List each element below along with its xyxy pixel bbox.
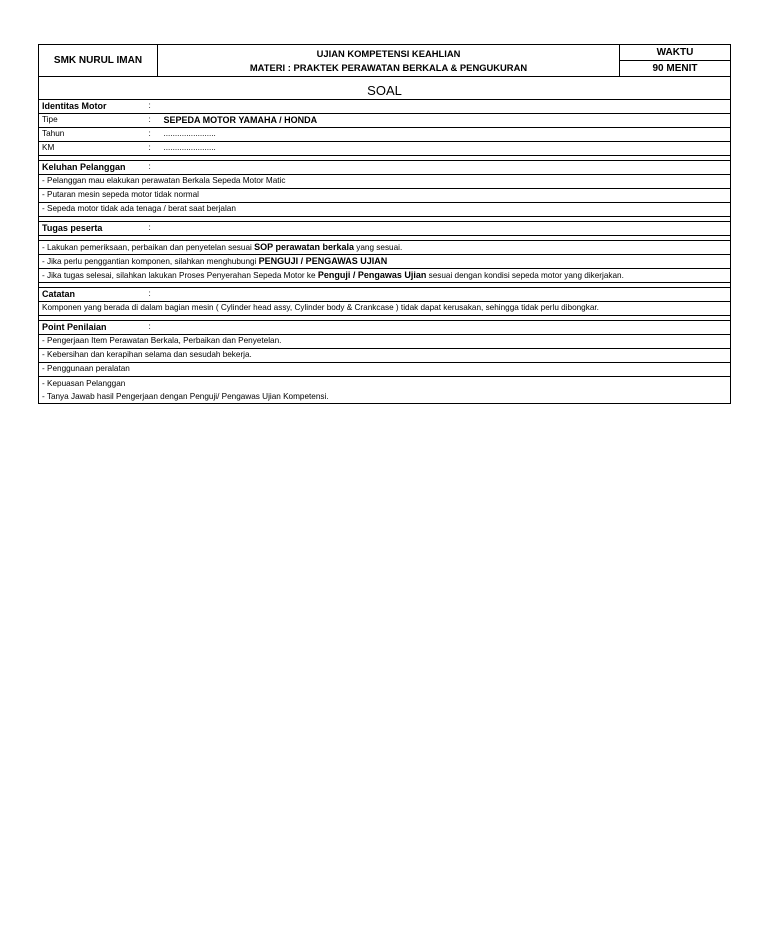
colon: : (149, 321, 161, 335)
notes-value (161, 288, 731, 302)
row-label: KM (39, 142, 149, 156)
task-item (39, 255, 731, 269)
assessment-item: - Pengerjaan Item Perawatan Berkala, Perbaikan dan Penyetelan. (39, 335, 731, 349)
colon: : (149, 128, 161, 142)
assessment-line: - Tanya Jawab hasil Pengerjaan dengan Penguji/ Pengawas Ujian Kompetensi. (42, 392, 329, 401)
colon: : (149, 161, 161, 175)
complaint-item: - Sepeda motor tidak ada tenaga / berat saat berjalan (39, 203, 731, 217)
row-value: SEPEDA MOTOR YAMAHA / HONDA (161, 114, 731, 128)
identity-row-km (39, 142, 731, 156)
task-bold-text: SOP perawatan berkala (254, 241, 354, 252)
notes-label: Catatan (39, 288, 149, 302)
assessment-item: - Penggunaan peralatan (39, 363, 731, 377)
notes-text: Komponen yang berada di dalam bagian mesin ( Cylinder head assy, Cylinder body & Crankcase ) tidak dapat kerusakan, sehingga tidak perlu dibongkar. (39, 302, 731, 316)
tasks-label: Tugas peserta (39, 222, 149, 236)
exam-title: UJIAN KOMPETENSI KEAHLIAN (316, 47, 461, 59)
identity-label: Identitas Motor (39, 100, 149, 114)
colon: : (149, 114, 161, 128)
school-name: SMK NURUL IMAN (39, 45, 158, 77)
exam-heading (158, 45, 620, 77)
task-item (39, 241, 731, 255)
complaints-label: Keluhan Pelanggan (39, 161, 149, 175)
assessment-item-multi (39, 377, 731, 404)
task-bold-text: PENGUJI / PENGAWAS UJIAN (258, 255, 388, 266)
colon: : (149, 222, 161, 236)
complaint-item: - Putaran mesin sepeda motor tidak normal (39, 189, 731, 203)
header-table (38, 44, 731, 77)
tasks-value (161, 222, 731, 236)
row-value: ....................... (161, 128, 731, 142)
colon: : (149, 288, 161, 302)
task-text: - Jika tugas selesai, silahkan lakukan Proses Penyerahan Sepeda Motor ke (42, 270, 318, 280)
identity-row-type (39, 114, 731, 128)
task-text: - Jika perlu penggantian komponen, silahkan menghubungi (42, 256, 259, 266)
assessment-label: Point Penilaian (39, 321, 149, 335)
colon: : (149, 142, 161, 156)
colon: : (149, 100, 161, 114)
complaint-item: - Pelanggan mau elakukan perawatan Berkala Sepeda Motor Matic (39, 175, 731, 189)
body-table (38, 77, 731, 404)
task-text: - Lakukan pemeriksaan, perbaikan dan penyetelan sesuai (42, 242, 255, 252)
task-item (39, 269, 731, 283)
time-value: 90 MENIT (620, 61, 731, 77)
assessment-value (161, 321, 731, 335)
identity-row-year (39, 128, 731, 142)
row-label: Tahun (39, 128, 149, 142)
assessment-item: - Kebersihan dan kerapihan selama dan sesudah bekerja. (39, 349, 731, 363)
task-text: sesuai dengan kondisi sepeda motor yang dikerjakan. (426, 270, 624, 280)
complaints-value (161, 161, 731, 175)
soal-title: SOAL (39, 81, 731, 100)
row-label: Tipe (39, 114, 149, 128)
assessment-line: - Kepuasan Pelanggan (42, 379, 126, 388)
task-bold-text: Penguji / Pengawas Ujian (317, 269, 427, 280)
time-label: WAKTU (620, 45, 731, 61)
task-text: yang sesuai. (354, 242, 403, 252)
exam-subject: MATERI : PRAKTEK PERAWATAN BERKALA & PENGUKURAN (249, 61, 528, 73)
identity-value (161, 100, 731, 114)
exam-sheet (38, 44, 730, 404)
row-value: ....................... (161, 142, 731, 156)
